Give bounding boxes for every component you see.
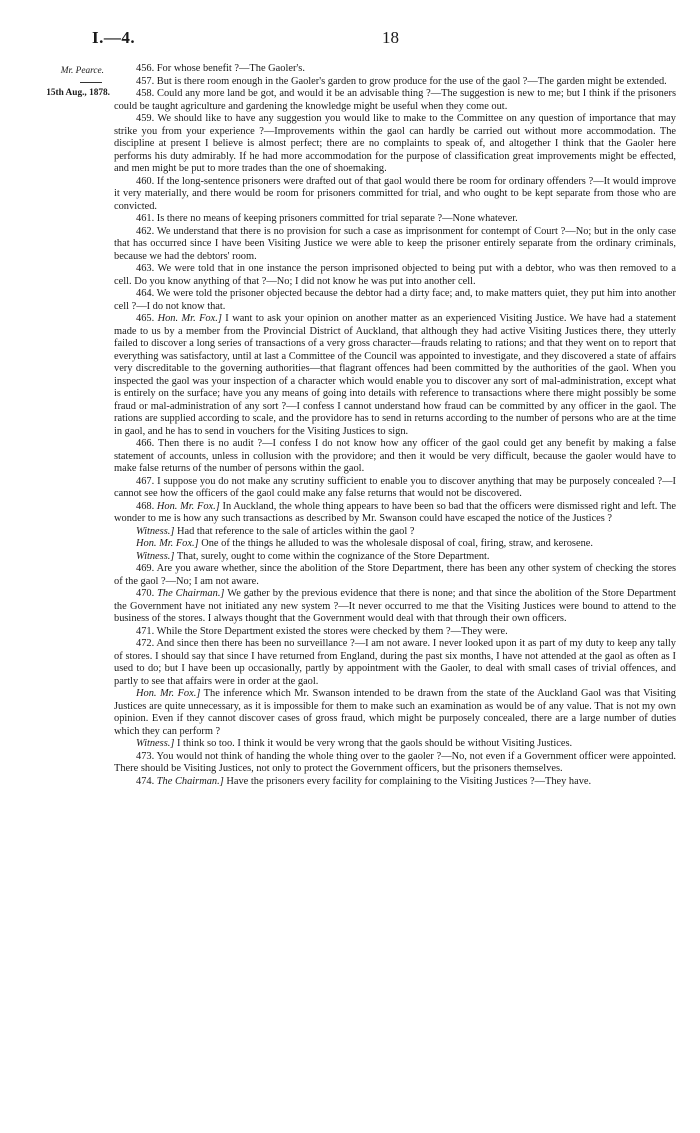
paragraph-text: In Auckland, the whole thing appears to have been so bad that the officers were dismissed right and left. The wonder to me is how any such transactions as described by Mr. Swanson could have escaped the notice of the Justices ? xyxy=(114,500,676,524)
margin-date: 15th Aug., 1878. xyxy=(46,88,110,98)
evidence-paragraph xyxy=(114,438,676,476)
evidence-paragraph xyxy=(114,226,676,264)
speaker-label: Witness.] xyxy=(136,738,175,749)
paragraph-text: 458. Could any more land be got, and would it be an advisable thing ?—The suggestion is new to me; but I think if the prisoners could be taught agriculture and gardening the knowledge might be useful when they come out. xyxy=(114,88,676,112)
paragraph-text: 469. Are you aware whether, since the abolition of the Store Department, there has been any other system of checking the stores of the gaol ?—No; I am not aware. xyxy=(114,563,676,587)
question-number: 468. xyxy=(136,500,157,512)
paragraph-text: 467. I suppose you do not make any scrutiny sufficient to enable you to discover anything that may be purposely concealed ?—I cannot see how the officers of the gaol could make any false returns that would not be discovered. xyxy=(114,475,676,499)
document-reference: I.—4. xyxy=(92,28,136,47)
question-number: 465. xyxy=(136,313,158,324)
paragraph-text: 471. While the Store Department existed the stores were checked by them ?—They were. xyxy=(136,625,508,637)
paragraph-text: I want to ask your opinion on another matter as an experienced Visiting Justice. We have had a statement made to us by a member from the Provincial District of Auckland, that although they had active Visiting Justices there, they utterly failed to discover a long series of transactions of a very gross character—frauds relating to rations; and that they went on to report that everything was satisfactory, until at last a Committee of the Council was appointed to investigate, and they discovered a state of affairs very discreditable to the governing authorities—that flagrant offences had been committed by the authorities of the gaol. When you inspected the gaol was your inspection of a character which would enable you to discover any sort of mal-administration, except what is entirely on the surface; have you any means of going into details with reference to transactions where there might possibly be some fraud or mal-administration of any sort ?—I confess I cannot understand how fraud can be committed by any officer in the gaol. The rations are supplied according to scale, and the providore has to send in returns according to the number of persons who are at the time in gaol, and he has to send in vouchers for the Visiting Justices to sign. xyxy=(114,313,676,437)
speaker-label: Witness.] xyxy=(136,550,175,562)
page-header xyxy=(0,28,700,48)
paragraph-text: 472. And since then there has been no surveillance ?—I am not aware. I never looked upon it as part of my duty to keep any tally of stores. I should say that since I have returned from England, during the past six months, I have not attended at the gaol as often as I used to do; but I have been up occasionally, partly by appointment with the Gaoler, to deal with small cases of trivial offences, and partly to see that affairs were in order at the gaol. xyxy=(114,638,676,687)
evidence-body xyxy=(114,63,676,788)
paragraph-text: Have the prisoners every facility for complaining to the Visiting Justices ?—They have. xyxy=(223,775,592,787)
paragraph-text: 460. If the long-sentence prisoners were drafted out of that gaol would there be room for ordinary offenders ?—It would improve it very materially, and there would be room for prisoners committed for trial, and who ought to be kept separate from those who are convicted. xyxy=(114,175,676,212)
question-number: 470. xyxy=(136,588,158,599)
evidence-paragraph xyxy=(114,588,676,626)
evidence-paragraph xyxy=(114,776,676,789)
evidence-paragraph xyxy=(114,263,676,288)
paragraph-text: That, surely, ought to come within the cognizance of the Store Department. xyxy=(174,550,490,562)
paragraph-text: We gather by the previous evidence that there is none; and that since the abolition of the Store Department the Government have not initiated any new system ?—It never occurred to me that the Visiting Justices were bound to attend to the business of the stores. I always thought that the Government would deal with that through their own officers. xyxy=(114,588,676,624)
evidence-paragraph xyxy=(114,563,676,588)
evidence-paragraph xyxy=(114,288,676,313)
speaker-label: Hon. Mr. Fox.] xyxy=(136,688,201,699)
paragraph-text: 464. We were told the prisoner objected because the debtor had a dirty face; and, to make matters quiet, they put him into another cell ?—I do not know that. xyxy=(114,288,676,312)
evidence-paragraph xyxy=(114,476,676,501)
evidence-paragraph xyxy=(114,738,676,751)
evidence-paragraph xyxy=(114,501,676,526)
evidence-paragraph xyxy=(114,313,676,438)
margin-notes xyxy=(14,65,110,99)
paragraph-text: 463. We were told that in one instance the person imprisoned objected to being put with a debtor, who was then removed to a cell. Do you know anything of that ?—No; I did not know he was put into another cell. xyxy=(114,263,676,287)
paragraph-text: The inference which Mr. Swanson intended to be drawn from the state of the Auckland Gaol was that Visiting Justices are quite unnecessary, as it is impossible for them to make such an examination as would be of any value. That is not my own opinion. Even if they cannot discover cases of gross fraud, which might be purposely concealed, there are a large number of duties which they can perform ? xyxy=(114,688,676,737)
paragraph-text: 456. For whose benefit ?—The Gaoler's. xyxy=(136,63,305,74)
evidence-paragraph xyxy=(114,538,676,551)
speaker-label: The Chairman.] xyxy=(157,588,225,599)
paragraph-text: I think so too. I think it would be very wrong that the gaols should be without Visiting Justices. xyxy=(174,738,573,749)
evidence-paragraph xyxy=(114,626,676,639)
evidence-paragraph xyxy=(114,751,676,776)
paragraph-text: Had that reference to the sale of articles within the gaol ? xyxy=(174,525,415,537)
evidence-paragraph xyxy=(114,113,676,176)
evidence-paragraph xyxy=(114,63,676,76)
question-number: 474. xyxy=(136,775,157,787)
paragraph-text: 473. You would not think of handing the whole thing over to the gaoler ?—No, not even if a Government officer were appointed. There should be Visiting Justices, not only to protect the Government officers, but the prisoners themselves. xyxy=(114,750,676,774)
speaker-label: Hon. Mr. Fox.] xyxy=(156,500,220,512)
speaker-label: Witness.] xyxy=(136,525,175,537)
speaker-label: Hon. Mr. Fox.] xyxy=(136,538,199,549)
speaker-label: The Chairman.] xyxy=(156,775,224,787)
evidence-paragraph xyxy=(114,213,676,226)
evidence-paragraph xyxy=(114,551,676,564)
speaker-label: Hon. Mr. Fox.] xyxy=(157,313,222,324)
paragraph-text: 461. Is there no means of keeping prisoners committed for trial separate ?—None whatever. xyxy=(136,213,518,224)
margin-witness-name: Mr. Pearce. xyxy=(60,66,104,76)
paragraph-text: 459. We should like to have any suggestion you would like to make to the Committee on any question of importance that may strike you from your experience ?—Improvements within the gaol can hardly be carried out without more accommodation. The discipline at present I believe is almost perfect; there are no complaints to speak of, and altogether I think that the Gaoler here performs his duty admirably. If he had more accommodation for the purpose of classification great improvements might be effected, and men might be put to more trades than the one of shoemaking. xyxy=(114,113,676,174)
page-number: 18 xyxy=(382,28,399,47)
paragraph-text: 462. We understand that there is no provision for such a case as imprisonment for contempt of Court ?—No; but in the only case that has occurred since I have been Visiting Justice we were able to keep the prisoner entirely separate from the ordinary criminals, because we had the debtors' room. xyxy=(114,225,676,262)
evidence-paragraph xyxy=(114,88,676,113)
evidence-paragraph xyxy=(114,76,676,89)
paragraph-text: 466. Then there is no audit ?—I confess I do not know how any officer of the gaol could get any benefit by making a false statement of accounts, unless in collusion with the providore; and then it would be very difficult, because the gaoler would have to make false returns of the number of persons within the gaol. xyxy=(114,438,676,474)
evidence-paragraph xyxy=(114,688,676,738)
evidence-paragraph xyxy=(114,638,676,688)
margin-divider xyxy=(80,82,102,83)
evidence-paragraph xyxy=(114,526,676,539)
paragraph-text: 457. But is there room enough in the Gaoler's garden to grow produce for the use of the gaol ?—The garden might be extended. xyxy=(136,75,667,87)
evidence-paragraph xyxy=(114,176,676,214)
paragraph-text: One of the things he alluded to was the wholesale disposal of coal, firing, straw, and kerosene. xyxy=(198,538,593,549)
